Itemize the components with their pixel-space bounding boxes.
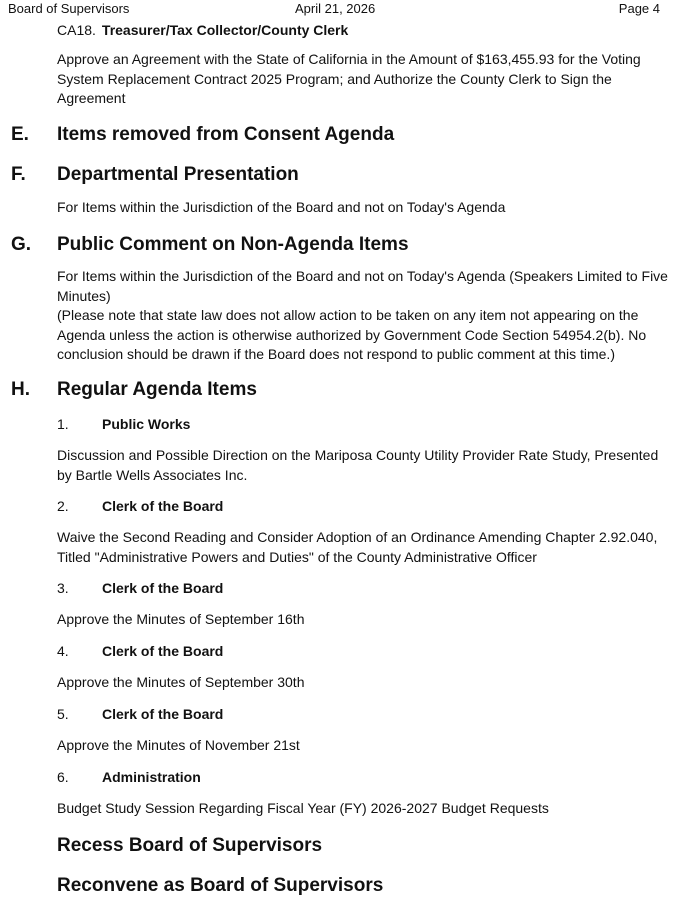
agenda-item-department: Clerk of the Board bbox=[102, 706, 224, 722]
agenda-item-department: Administration bbox=[102, 769, 201, 785]
agenda-item-1-heading bbox=[57, 416, 190, 432]
agenda-item-number: 3. bbox=[57, 580, 69, 596]
agenda-item-6-heading bbox=[57, 769, 201, 785]
section-e-heading bbox=[11, 124, 394, 146]
consent-item-number: CA18. bbox=[57, 22, 96, 38]
section-g-text-intro: For Items within the Jurisdiction of the Board and not on Today's Agenda (Speakers Limited to Five Minutes) bbox=[57, 268, 668, 304]
section-f-title: Departmental Presentation bbox=[57, 164, 299, 185]
agenda-item-number: 5. bbox=[57, 706, 69, 722]
section-f-heading bbox=[11, 164, 299, 186]
consent-item-heading bbox=[57, 22, 348, 38]
section-h-letter: H. bbox=[11, 379, 30, 400]
agenda-item-number: 1. bbox=[57, 416, 69, 432]
section-g-letter: G. bbox=[11, 234, 32, 255]
consent-item-description: Approve an Agreement with the State of California in the Amount of $163,455.93 for the Voting System Replacement Contract 2025 Program; and Authorize the County Clerk to Sign the Agreement bbox=[57, 51, 641, 106]
section-g-heading bbox=[11, 234, 409, 256]
section-e-letter: E. bbox=[11, 124, 29, 145]
section-g-title: Public Comment on Non-Agenda Items bbox=[57, 234, 409, 255]
page-header bbox=[0, 1, 680, 19]
agenda-item-department: Clerk of the Board bbox=[102, 580, 224, 596]
section-f-text: For Items within the Jurisdiction of the Board and not on Today's Agenda bbox=[57, 199, 506, 215]
header-page-number: Page 4 bbox=[618, 1, 660, 16]
section-h-title: Regular Agenda Items bbox=[57, 379, 257, 400]
agenda-item-number: 6. bbox=[57, 769, 69, 785]
section-e-title: Items removed from Consent Agenda bbox=[57, 124, 395, 145]
agenda-item-3-heading bbox=[57, 580, 223, 596]
agenda-item-department: Clerk of the Board bbox=[102, 643, 224, 659]
reconvene-heading: Reconvene as Board of Supervisors bbox=[57, 875, 384, 896]
agenda-item-number: 4. bbox=[57, 643, 69, 659]
agenda-item-department: Clerk of the Board bbox=[102, 498, 224, 514]
agenda-item-2-description: Waive the Second Reading and Consider Adoption of an Ordinance Amending Chapter 2.92.040, Titled "Administrative Powers and Duties" of the County Administrative Officer bbox=[57, 529, 658, 565]
section-f-letter: F. bbox=[11, 164, 26, 185]
agenda-item-5-description: Approve the Minutes of November 21st bbox=[57, 737, 300, 753]
consent-item-department: Treasurer/Tax Collector/County Clerk bbox=[101, 22, 349, 38]
agenda-item-3-description: Approve the Minutes of September 16th bbox=[57, 611, 305, 627]
header-date: April 21, 2026 bbox=[295, 1, 376, 16]
agenda-item-department: Public Works bbox=[102, 416, 191, 432]
agenda-item-6-description: Budget Study Session Regarding Fiscal Year (FY) 2026-2027 Budget Requests bbox=[57, 800, 549, 816]
agenda-item-5-heading bbox=[57, 706, 223, 722]
agenda-item-2-heading bbox=[57, 498, 223, 514]
agenda-item-4-description: Approve the Minutes of September 30th bbox=[57, 674, 305, 690]
agenda-item-4-heading bbox=[57, 643, 223, 659]
section-h-heading bbox=[11, 379, 257, 401]
recess-heading: Recess Board of Supervisors bbox=[57, 835, 323, 856]
header-board-name: Board of Supervisors bbox=[8, 1, 130, 16]
agenda-item-number: 2. bbox=[57, 498, 69, 514]
section-g-text-note: (Please note that state law does not allow action to be taken on any item not appearing on the Agenda unless the action is otherwise authorized by Government Code Section 54954.2(b). No conclusion should be drawn if the Board does not respond to public comment at this time.) bbox=[57, 307, 647, 362]
agenda-item-1-description: Discussion and Possible Direction on the Mariposa County Utility Provider Rate Study, Presented by Bartle Wells Associates Inc. bbox=[57, 447, 659, 483]
